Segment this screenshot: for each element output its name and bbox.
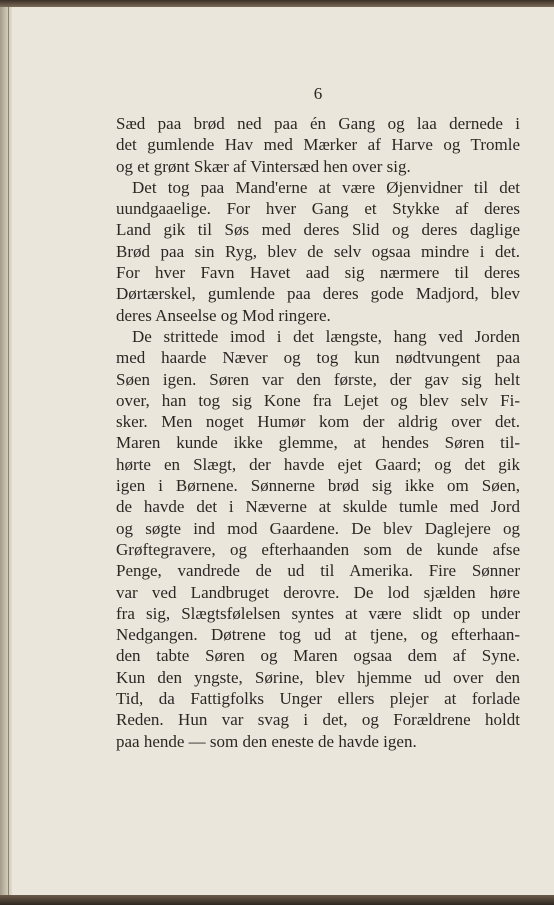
text-line: Kun den yngste, Sørine, blev hjemme ud over den bbox=[116, 667, 520, 687]
page-top-shadow bbox=[0, 0, 554, 7]
text-line: Tid, da Fattigfolks Unger ellers plejer at forlade bbox=[116, 689, 520, 709]
page-number: 6 bbox=[313, 84, 323, 103]
text-line: igen i Børnene. Sønnerne brød sig ikke om Søen, bbox=[116, 476, 520, 496]
text-line: deres Anseelse og Mod ringere. bbox=[116, 305, 331, 325]
book-spine-edge bbox=[0, 7, 12, 895]
text-line: hørte en Slægt, der havde ejet Gaard; og det gik bbox=[116, 454, 520, 474]
text-line: Det tog paa Mand'erne at være Øjenvidner til det bbox=[132, 177, 520, 197]
text-line: sker. Men noget Humør kom der aldrig over det. bbox=[116, 412, 520, 432]
text-line: og et grønt Skær af Vintersæd hen over sig. bbox=[116, 156, 411, 176]
text-line: For hver Favn Havet aad sig nærmere til deres bbox=[116, 263, 520, 283]
text-line: uundgaaelige. For hver Gang et Stykke af deres bbox=[116, 199, 520, 219]
text-line: Søen igen. Søren var den første, der gav sig helt bbox=[116, 369, 520, 389]
text-line: det gumlende Hav med Mærker af Harve og Tromle bbox=[116, 135, 520, 155]
text-line: Brød paa sin Ryg, blev de selv ogsaa mindre i det. bbox=[116, 241, 520, 261]
text-line: Dørtærskel, gumlende paa deres gode Madjord, blev bbox=[116, 284, 520, 304]
text-line: Maren kunde ikke glemme, at hendes Søren til- bbox=[116, 433, 520, 453]
text-line: den tabte Søren og Maren ogsaa dem af Syne. bbox=[116, 646, 520, 666]
text-line: og søgte ind mod Gaardene. De blev Daglejere og bbox=[116, 518, 520, 538]
body-text bbox=[116, 113, 520, 752]
text-line: med haarde Næver og tog kun nødtvungent paa bbox=[116, 348, 520, 368]
text-line: Sæd paa brød ned paa én Gang og laa dernede i bbox=[116, 114, 520, 133]
text-line: Penge, vandrede de ud til Amerika. Fire Sønner bbox=[116, 561, 520, 581]
text-line: Grøftegravere, og efterhaanden som de kunde afse bbox=[116, 539, 520, 559]
text-line: paa hende — som den eneste de havde igen. bbox=[116, 731, 417, 751]
text-line: Land gik til Søs med deres Slid og deres daglige bbox=[116, 220, 520, 240]
text-line: de havde det i Næverne at skulde tumle med Jord bbox=[116, 497, 520, 517]
text-line: over, han tog sig Kone fra Lejet og blev selv Fi- bbox=[116, 390, 520, 410]
page-bottom-shadow bbox=[0, 895, 554, 905]
text-line: var ved Landbruget derovre. De lod sjælden høre bbox=[116, 582, 520, 602]
text-line: De strittede imod i det længste, hang ved Jorden bbox=[132, 326, 520, 346]
text-line: Nedgangen. Døtrene tog ud at tjene, og efterhaan- bbox=[116, 625, 520, 645]
text-line: Reden. Hun var svag i det, og Forældrene holdt bbox=[116, 710, 520, 730]
text-line: fra sig, Slægtsfølelsen syntes at være slidt op under bbox=[116, 603, 520, 623]
